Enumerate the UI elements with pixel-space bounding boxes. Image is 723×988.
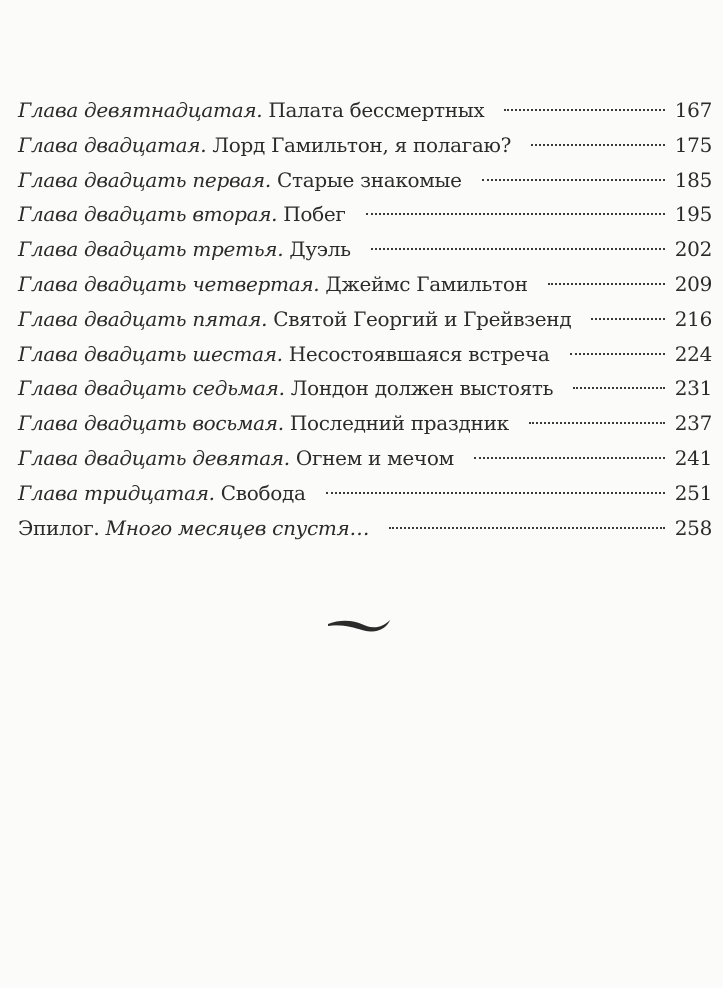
toc-entry-text: [18, 376, 553, 400]
chapter-label: Глава двадцать четвертая.: [18, 271, 320, 296]
chapter-title: Палата бессмертных: [268, 98, 485, 122]
page-number: 216: [674, 306, 712, 331]
toc-entry-23[interactable]: [18, 237, 712, 272]
toc-entry-25[interactable]: [18, 307, 712, 342]
chapter-label: Глава двадцать седьмая.: [18, 376, 285, 401]
chapter-label: Глава двадцать третья.: [18, 237, 284, 262]
dot-leader: [591, 318, 664, 320]
chapter-label: Глава двадцать пятая.: [18, 306, 268, 331]
toc-entry-text: [18, 481, 306, 505]
toc-entry-20[interactable]: [18, 133, 712, 168]
epilogue-label: Эпилог.: [18, 515, 100, 540]
chapter-label: Глава двадцать восьмая.: [18, 411, 284, 436]
toc-entry-text: [18, 272, 528, 296]
toc-entry-27[interactable]: [18, 376, 712, 411]
dot-leader: [371, 248, 665, 250]
chapter-title: Святой Георгий и Грейвзенд: [273, 306, 572, 331]
chapter-label: Глава двадцать первая.: [18, 167, 271, 192]
dot-leader: [366, 213, 665, 215]
chapter-title: Побег: [283, 202, 346, 227]
dot-leader: [389, 527, 665, 529]
toc-entry-24[interactable]: [18, 272, 712, 307]
dot-leader: [504, 109, 664, 111]
chapter-label: Глава двадцатая.: [18, 132, 207, 157]
chapter-title: Свобода: [220, 480, 306, 505]
dot-leader: [474, 457, 665, 459]
dot-leader: [326, 492, 665, 494]
toc-entry-epilogue[interactable]: [18, 516, 712, 551]
toc-entry-text: [18, 202, 346, 226]
chapter-label: Глава двадцать девятая.: [18, 445, 290, 470]
page-number: 167: [674, 98, 712, 122]
toc-entry-text: [18, 237, 351, 261]
chapter-label: Глава девятнадцатая.: [18, 98, 263, 122]
toc-entry-19[interactable]: [18, 98, 712, 133]
page-number: 224: [674, 341, 712, 366]
dot-leader: [573, 387, 664, 389]
toc-entry-text: [18, 307, 571, 331]
toc-entry-text: [18, 98, 484, 122]
dot-leader: [570, 353, 665, 355]
toc-entry-text: [18, 411, 509, 435]
chapter-title: Последний праздник: [289, 411, 509, 436]
chapter-title: Джеймс Гамильтон: [325, 271, 528, 296]
swash-ornament-icon: [326, 612, 392, 636]
toc-entry-text: [18, 168, 462, 192]
page-number: 185: [674, 167, 712, 192]
dot-leader: [531, 144, 665, 146]
chapter-title: Лондон должен выстоять: [290, 376, 554, 401]
page-number: 231: [674, 376, 712, 401]
page-number: 202: [674, 237, 712, 262]
epilogue-title: Много месяцев спустя…: [105, 515, 370, 540]
toc-entry-21[interactable]: [18, 168, 712, 203]
toc-entry-22[interactable]: [18, 202, 712, 237]
toc-entry-text: [18, 516, 369, 540]
dot-leader: [548, 283, 665, 285]
chapter-label: Глава тридцатая.: [18, 480, 215, 505]
chapter-title: Лорд Гамильтон, я полагаю?: [212, 132, 512, 157]
toc-entry-text: [18, 133, 511, 157]
toc-entry-26[interactable]: [18, 342, 712, 377]
chapter-title: Старые знакомые: [276, 167, 462, 192]
page-number: 241: [674, 445, 712, 470]
chapter-title: Огнем и мечом: [295, 445, 454, 470]
page-number: 251: [674, 480, 712, 505]
page-number: 209: [674, 271, 712, 296]
chapter-label: Глава двадцать шестая.: [18, 341, 283, 366]
dot-leader: [529, 422, 665, 424]
chapter-title: Дуэль: [289, 237, 351, 262]
toc-entry-30[interactable]: [18, 481, 712, 516]
toc-entry-text: [18, 342, 550, 366]
page-number: 258: [674, 515, 712, 540]
toc-entry-29[interactable]: [18, 446, 712, 481]
chapter-title: Несостоявшаяся встреча: [288, 341, 550, 366]
toc-entry-28[interactable]: [18, 411, 712, 446]
table-of-contents: [18, 98, 712, 550]
page-number: 195: [674, 202, 712, 227]
dot-leader: [482, 179, 665, 181]
toc-entry-text: [18, 446, 454, 470]
page-number: 175: [674, 132, 712, 157]
page-number: 237: [674, 411, 712, 436]
chapter-label: Глава двадцать вторая.: [18, 202, 278, 227]
